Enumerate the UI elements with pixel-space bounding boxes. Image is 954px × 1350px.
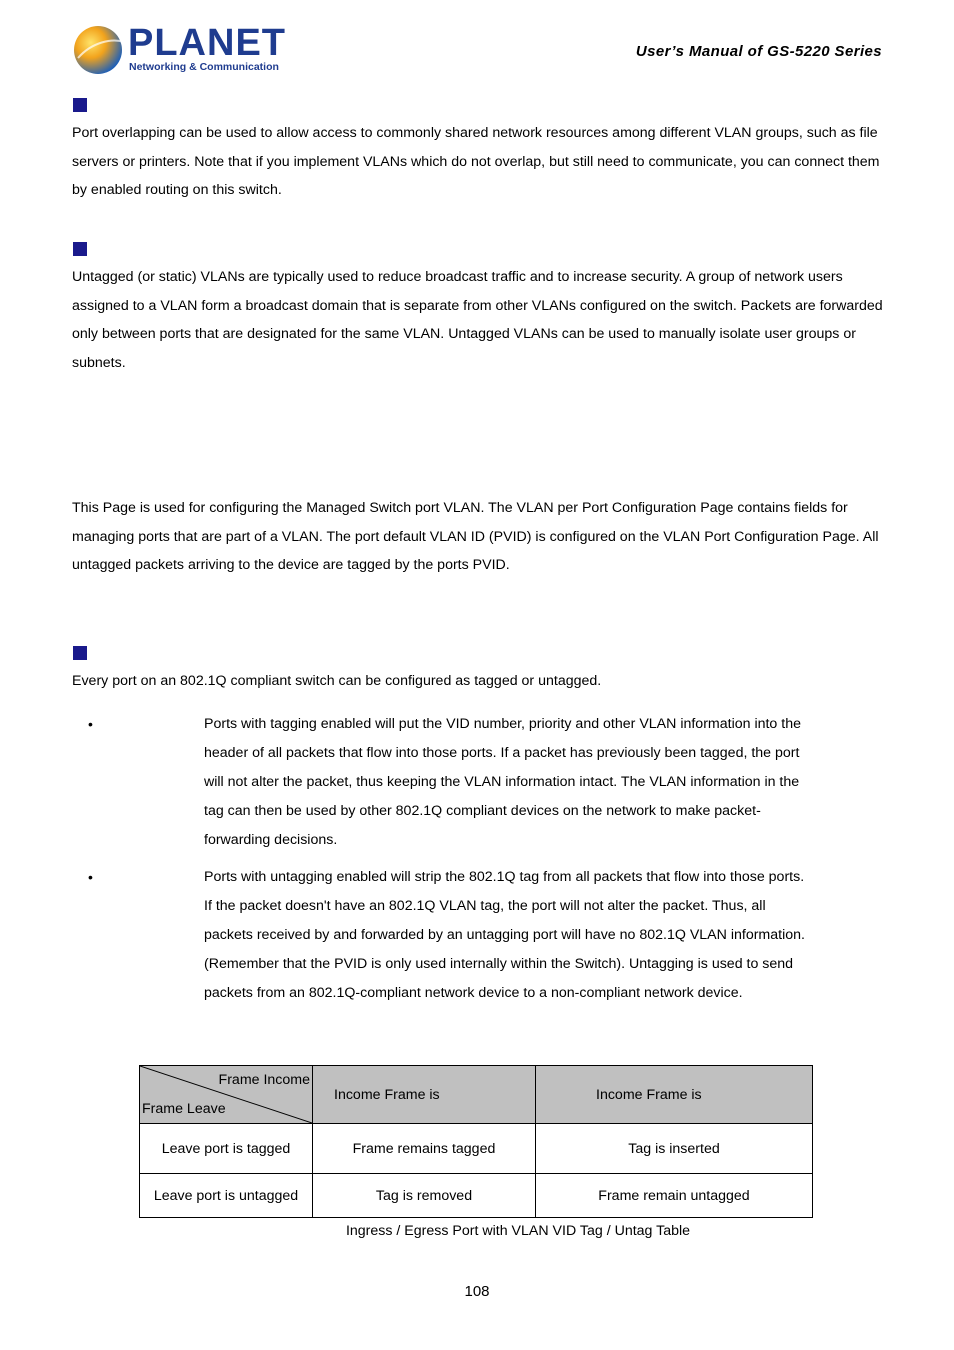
planet-logo <box>72 22 286 78</box>
table-row <box>140 1124 813 1174</box>
table-cell: Tag is inserted <box>536 1124 813 1174</box>
logo-tagline: Networking & Communication <box>129 61 279 73</box>
table-cell: Tag is removed <box>313 1174 536 1218</box>
header-cell: Income Frame is <box>536 1066 813 1124</box>
section-marker-square <box>73 242 87 256</box>
section-marker-square <box>73 98 87 112</box>
header-cell: Income Frame is <box>313 1066 536 1124</box>
table-cell: Frame remains tagged <box>313 1124 536 1174</box>
table-caption: Ingress / Egress Port with VLAN VID Tag / Untag Table <box>345 1223 691 1239</box>
page-number: 108 <box>464 1283 490 1300</box>
table-row <box>140 1174 813 1218</box>
untagging-bullet: Ports with untagging enabled will strip the 802.1Q tag from all packets that flow into those ports. If the packet doesn't have an 802.1Q VLAN tag, the port will not alter the packet. Thus, all packets received by and forwarded by an untagging port will have no 802.1Q VLAN information. (Remember that the PVID is only used internally within the Switch). Untagging is used to send packets from an 802.1Q-compliant network device to a non-compliant network device. <box>204 869 805 1001</box>
overlapping-paragraph: Port overlapping can be used to allow access to commonly shared network resources among different VLAN groups, such as file servers or printers. Note that if you implement VLANs which do not overlap, but still need to communicate, you can connect them by enabled routing on this switch. <box>72 125 880 199</box>
manual-title: User’s Manual of GS-5220 Series <box>635 43 882 60</box>
table-cell: Leave port is tagged <box>140 1124 313 1174</box>
tagging-bullet: Ports with tagging enabled will put the VID number, priority and other VLAN information into the header of all packets that flow into those ports. If a packet has previously been tagged, the port will not alter the packet, thus keeping the VLAN information intact. The VLAN information in the tag can then be used by other 802.1Q compliant devices on the network to make packet-forwarding decisions. <box>204 716 801 848</box>
table-header-row <box>140 1066 813 1124</box>
corner-bottom-label: Frame Leave <box>142 1101 226 1117</box>
tagging-intro: Every port on an 802.1Q compliant switch can be configured as tagged or untagged. <box>72 673 602 689</box>
logo-name: PLANET <box>128 22 286 64</box>
port-vlan-paragraph: This Page is used for configuring the Managed Switch port VLAN. The VLAN per Port Configuration Page contains fields for managing ports that are part of a VLAN. The port default VLAN ID (PVID) is configured on the VLAN Port Configuration Page. All untagged packets arriving to the device are tagged by the ports PVID. <box>72 500 879 574</box>
bullet-symbol: • <box>88 869 93 885</box>
untagged-paragraph: Untagged (or static) VLANs are typically used to reduce broadcast traffic and to increase security. A group of network users assigned to a VLAN form a broadcast domain that is separate from other VLANs configured on the switch. Packets are forwarded only between ports that are designated for the same VLAN. Untagged VLANs can be used to manually isolate user groups or subnets. <box>72 269 883 372</box>
corner-top-label: Frame Income <box>218 1072 310 1088</box>
section-marker-square <box>73 646 87 660</box>
bullet-symbol: • <box>88 716 93 732</box>
table-cell: Leave port is untagged <box>140 1174 313 1218</box>
vlan-tag-table <box>139 1065 813 1218</box>
corner-header-cell <box>140 1066 313 1124</box>
table-cell: Frame remain untagged <box>536 1174 813 1218</box>
